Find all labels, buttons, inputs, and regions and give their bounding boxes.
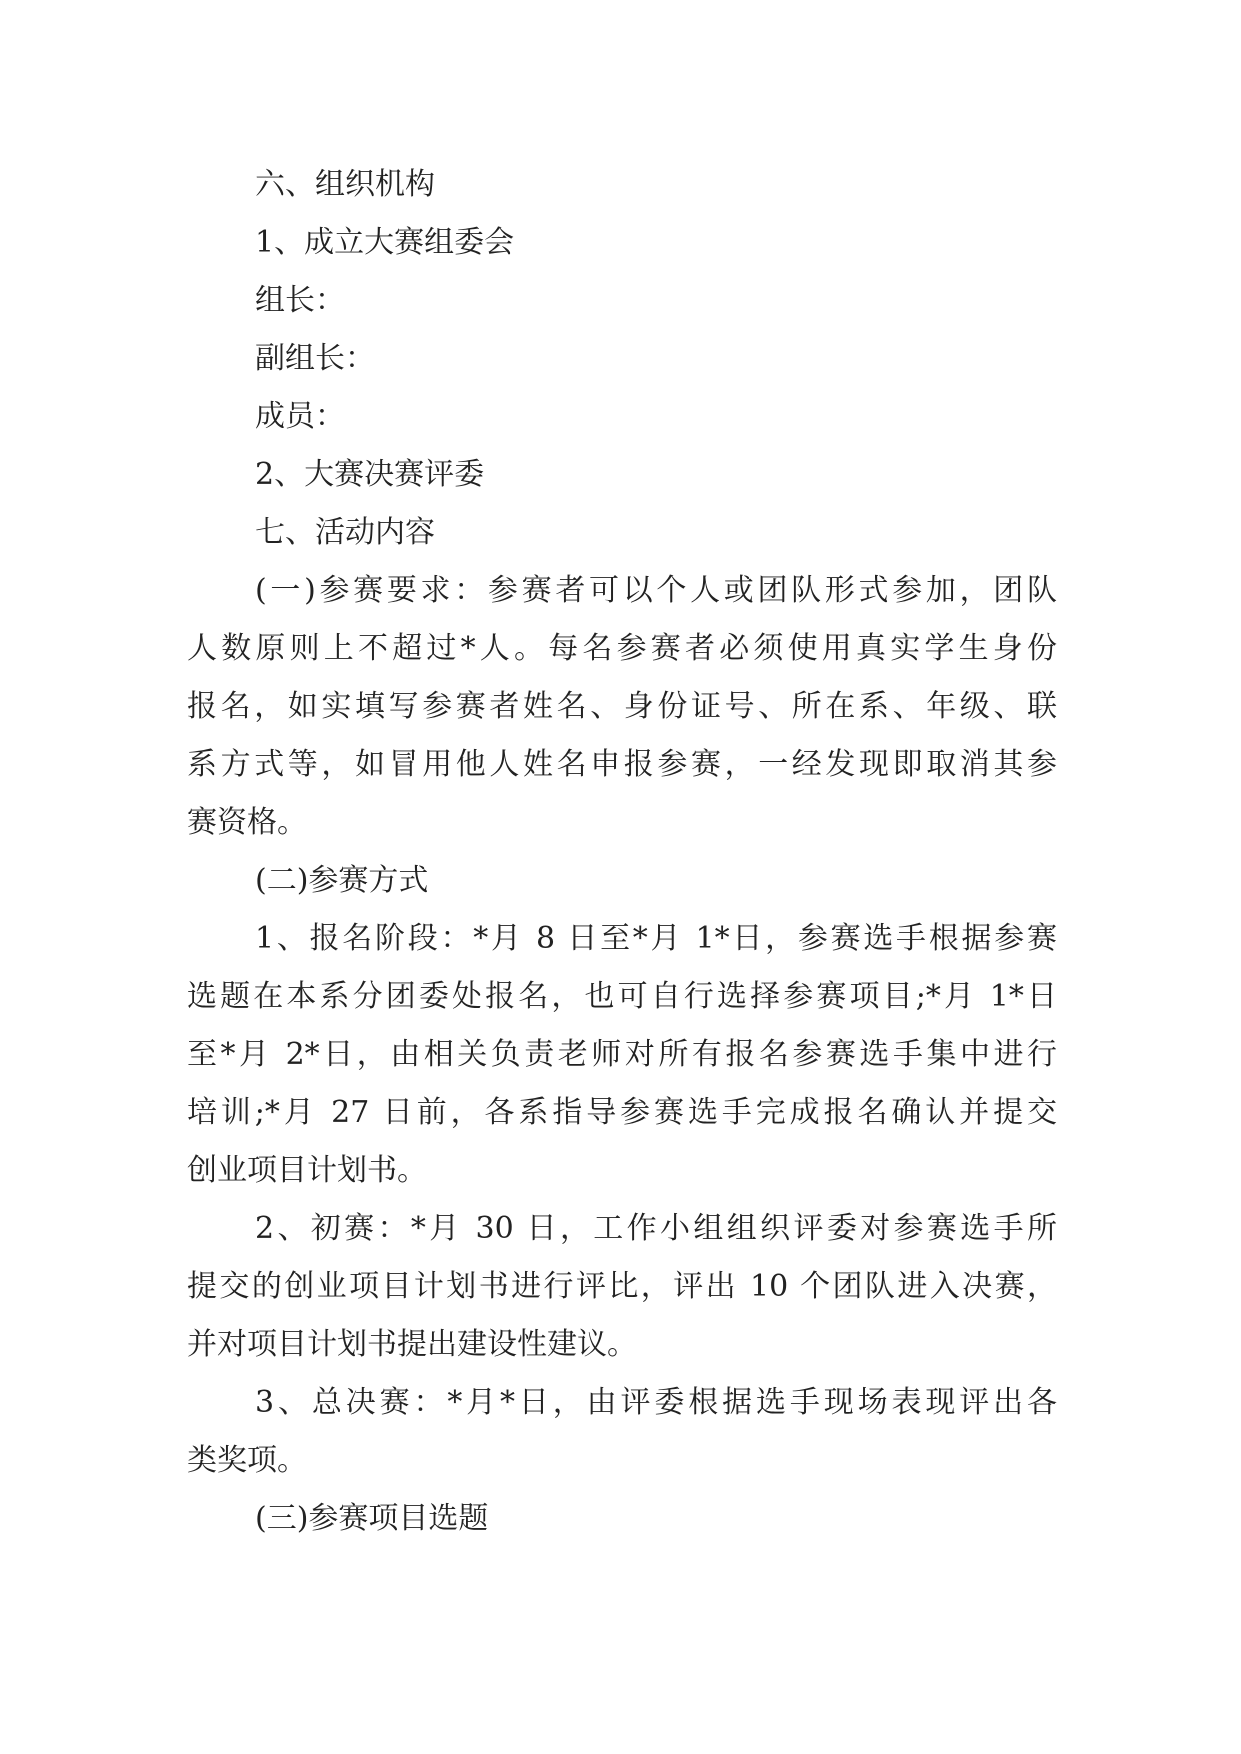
paragraph-line: 2、初赛：*月 30 日，工作小组组织评委对参赛选手所 [255, 1211, 1057, 1246]
field-label-members: 成员： [255, 399, 345, 434]
section-heading-activity-content: 七、活动内容 [255, 515, 435, 550]
document-body [187, 156, 1057, 1548]
paragraph-line: 提交的创业项目计划书进行评比，评出 10 个团队进入决赛， [187, 1269, 1057, 1304]
subsection-heading: (三)参赛项目选题 [255, 1501, 489, 1536]
paragraph-line: 至*月 2*日，由相关负责老师对所有报名参赛选手集中进行 [187, 1037, 1057, 1072]
paragraph-line: 选题在本系分团委处报名，也可自行选择参赛项目;*月 1*日 [187, 979, 1057, 1014]
paragraph-line: 报名，如实填写参赛者姓名、身份证号、所在系、年级、联 [187, 689, 1057, 724]
field-label-leader: 组长： [255, 283, 345, 318]
paragraph-line: 创业项目计划书。 [187, 1153, 427, 1188]
paragraph-line: (一)参赛要求：参赛者可以个人或团队形式参加，团队 [255, 573, 1057, 608]
paragraph-line: 人数原则上不超过*人。每名参赛者必须使用真实学生身份 [187, 631, 1057, 666]
section-heading-organization: 六、组织机构 [255, 167, 435, 202]
field-label-deputy-leader: 副组长： [255, 341, 375, 376]
paragraph-line: 赛资格。 [187, 805, 307, 840]
paragraph-line: 并对项目计划书提出建设性建议。 [187, 1327, 637, 1362]
paragraph-line: 类奖项。 [187, 1443, 307, 1478]
paragraph-line: 系方式等，如冒用他人姓名申报参赛，一经发现即取消其参 [187, 747, 1057, 782]
paragraph-line: 1、报名阶段：*月 8 日至*月 1*日，参赛选手根据参赛 [255, 921, 1057, 956]
paragraph-line: 培训;*月 27 日前，各系指导参赛选手完成报名确认并提交 [187, 1095, 1057, 1130]
list-item: 1、成立大赛组委会 [255, 225, 515, 260]
list-item: 2、大赛决赛评委 [255, 457, 485, 492]
subsection-heading: (二)参赛方式 [255, 863, 429, 898]
paragraph-line: 3、总决赛：*月*日，由评委根据选手现场表现评出各 [255, 1385, 1057, 1420]
